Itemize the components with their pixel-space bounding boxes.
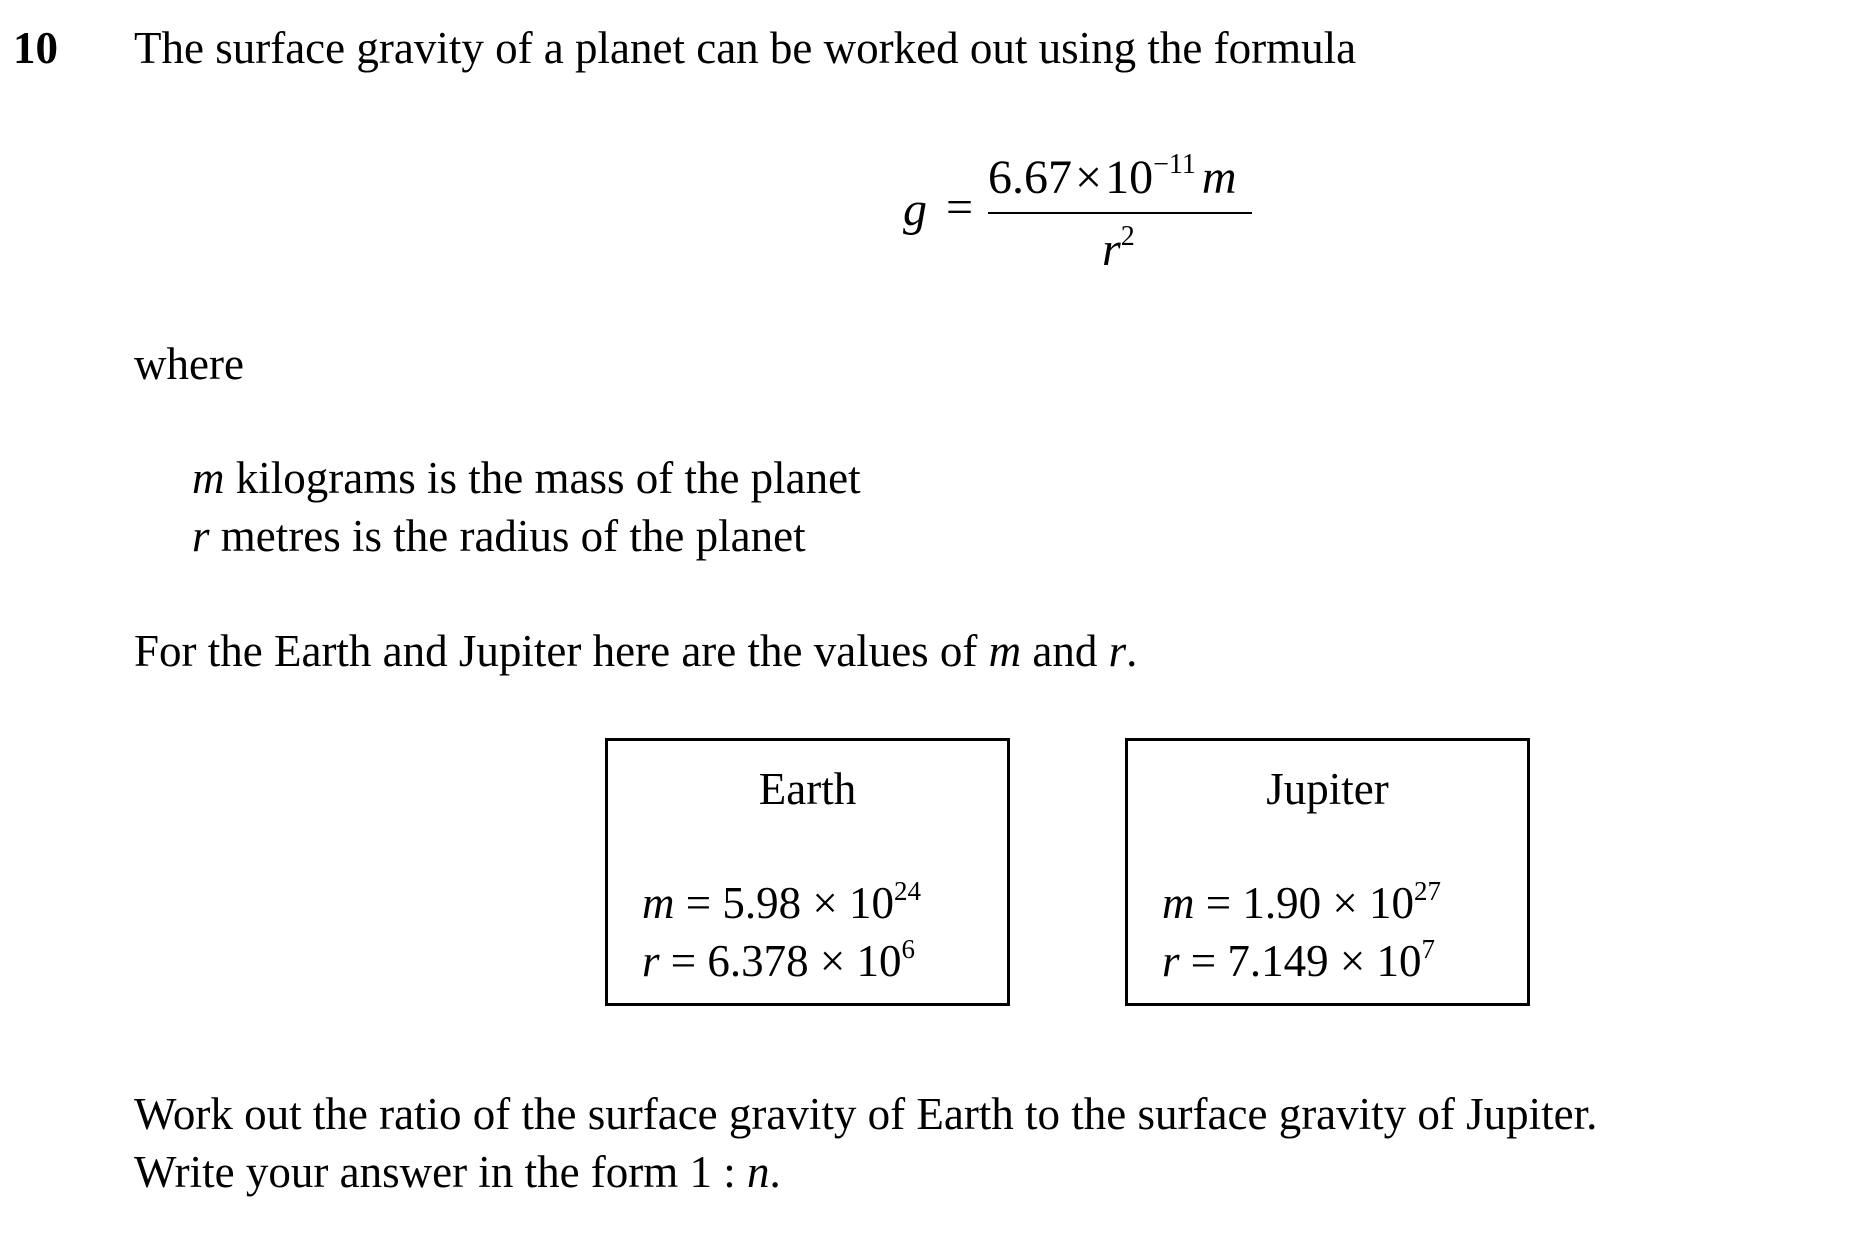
formula-coefficient: 6.67 — [988, 151, 1072, 204]
definition-var: r — [192, 511, 210, 561]
earth-box — [605, 738, 1010, 1006]
formula-lhs: g — [903, 183, 927, 236]
planet-name: Jupiter — [1266, 764, 1389, 814]
formula-denominator — [1102, 222, 1135, 285]
definition-r — [192, 510, 806, 562]
jupiter-mass: $m = 1.90 \times 10^{27}$ — [1162, 876, 1442, 928]
question-intro: The surface gravity of a planet can be worked out using the formula — [134, 23, 1357, 73]
jupiter-box — [1125, 738, 1530, 1006]
task-line-1: Work out the ratio of the surface gravity of Earth to the surface gravity of Jupiter. — [134, 1089, 1598, 1139]
definition-var: m — [192, 453, 225, 503]
planet-name: Earth — [758, 764, 857, 814]
where-label: where — [134, 339, 244, 389]
formula-denominator-exp: 2 — [1120, 221, 1135, 252]
earth-radius: $r = 6.378 \times 10^6$ — [642, 934, 916, 986]
formula-denominator-var: r — [1102, 223, 1121, 276]
definition-m — [192, 452, 861, 504]
formula-equals: = — [946, 181, 974, 234]
formula-times: × — [1075, 151, 1103, 204]
jupiter-radius: $r = 7.149 \times 10^7$ — [1162, 934, 1436, 986]
task-line-2: Write your answer in the form 1 : n. — [134, 1147, 781, 1197]
fraction-bar — [988, 212, 1252, 214]
definition-text: kilograms is the mass of the planet — [224, 453, 861, 503]
definition-text: metres is the radius of the planet — [209, 511, 806, 561]
earth-mass: $m = 5.98 \times 10^{24}$ — [642, 876, 922, 928]
values-intro: For the Earth and Jupiter here are the values of m and r. — [134, 626, 1138, 676]
formula-numerator-var: m — [1201, 151, 1237, 204]
formula-base: 10 — [1105, 151, 1154, 204]
question-number: 10 — [13, 23, 58, 73]
formula-numerator — [988, 150, 1237, 213]
formula-exponent: −11 — [1153, 149, 1196, 180]
